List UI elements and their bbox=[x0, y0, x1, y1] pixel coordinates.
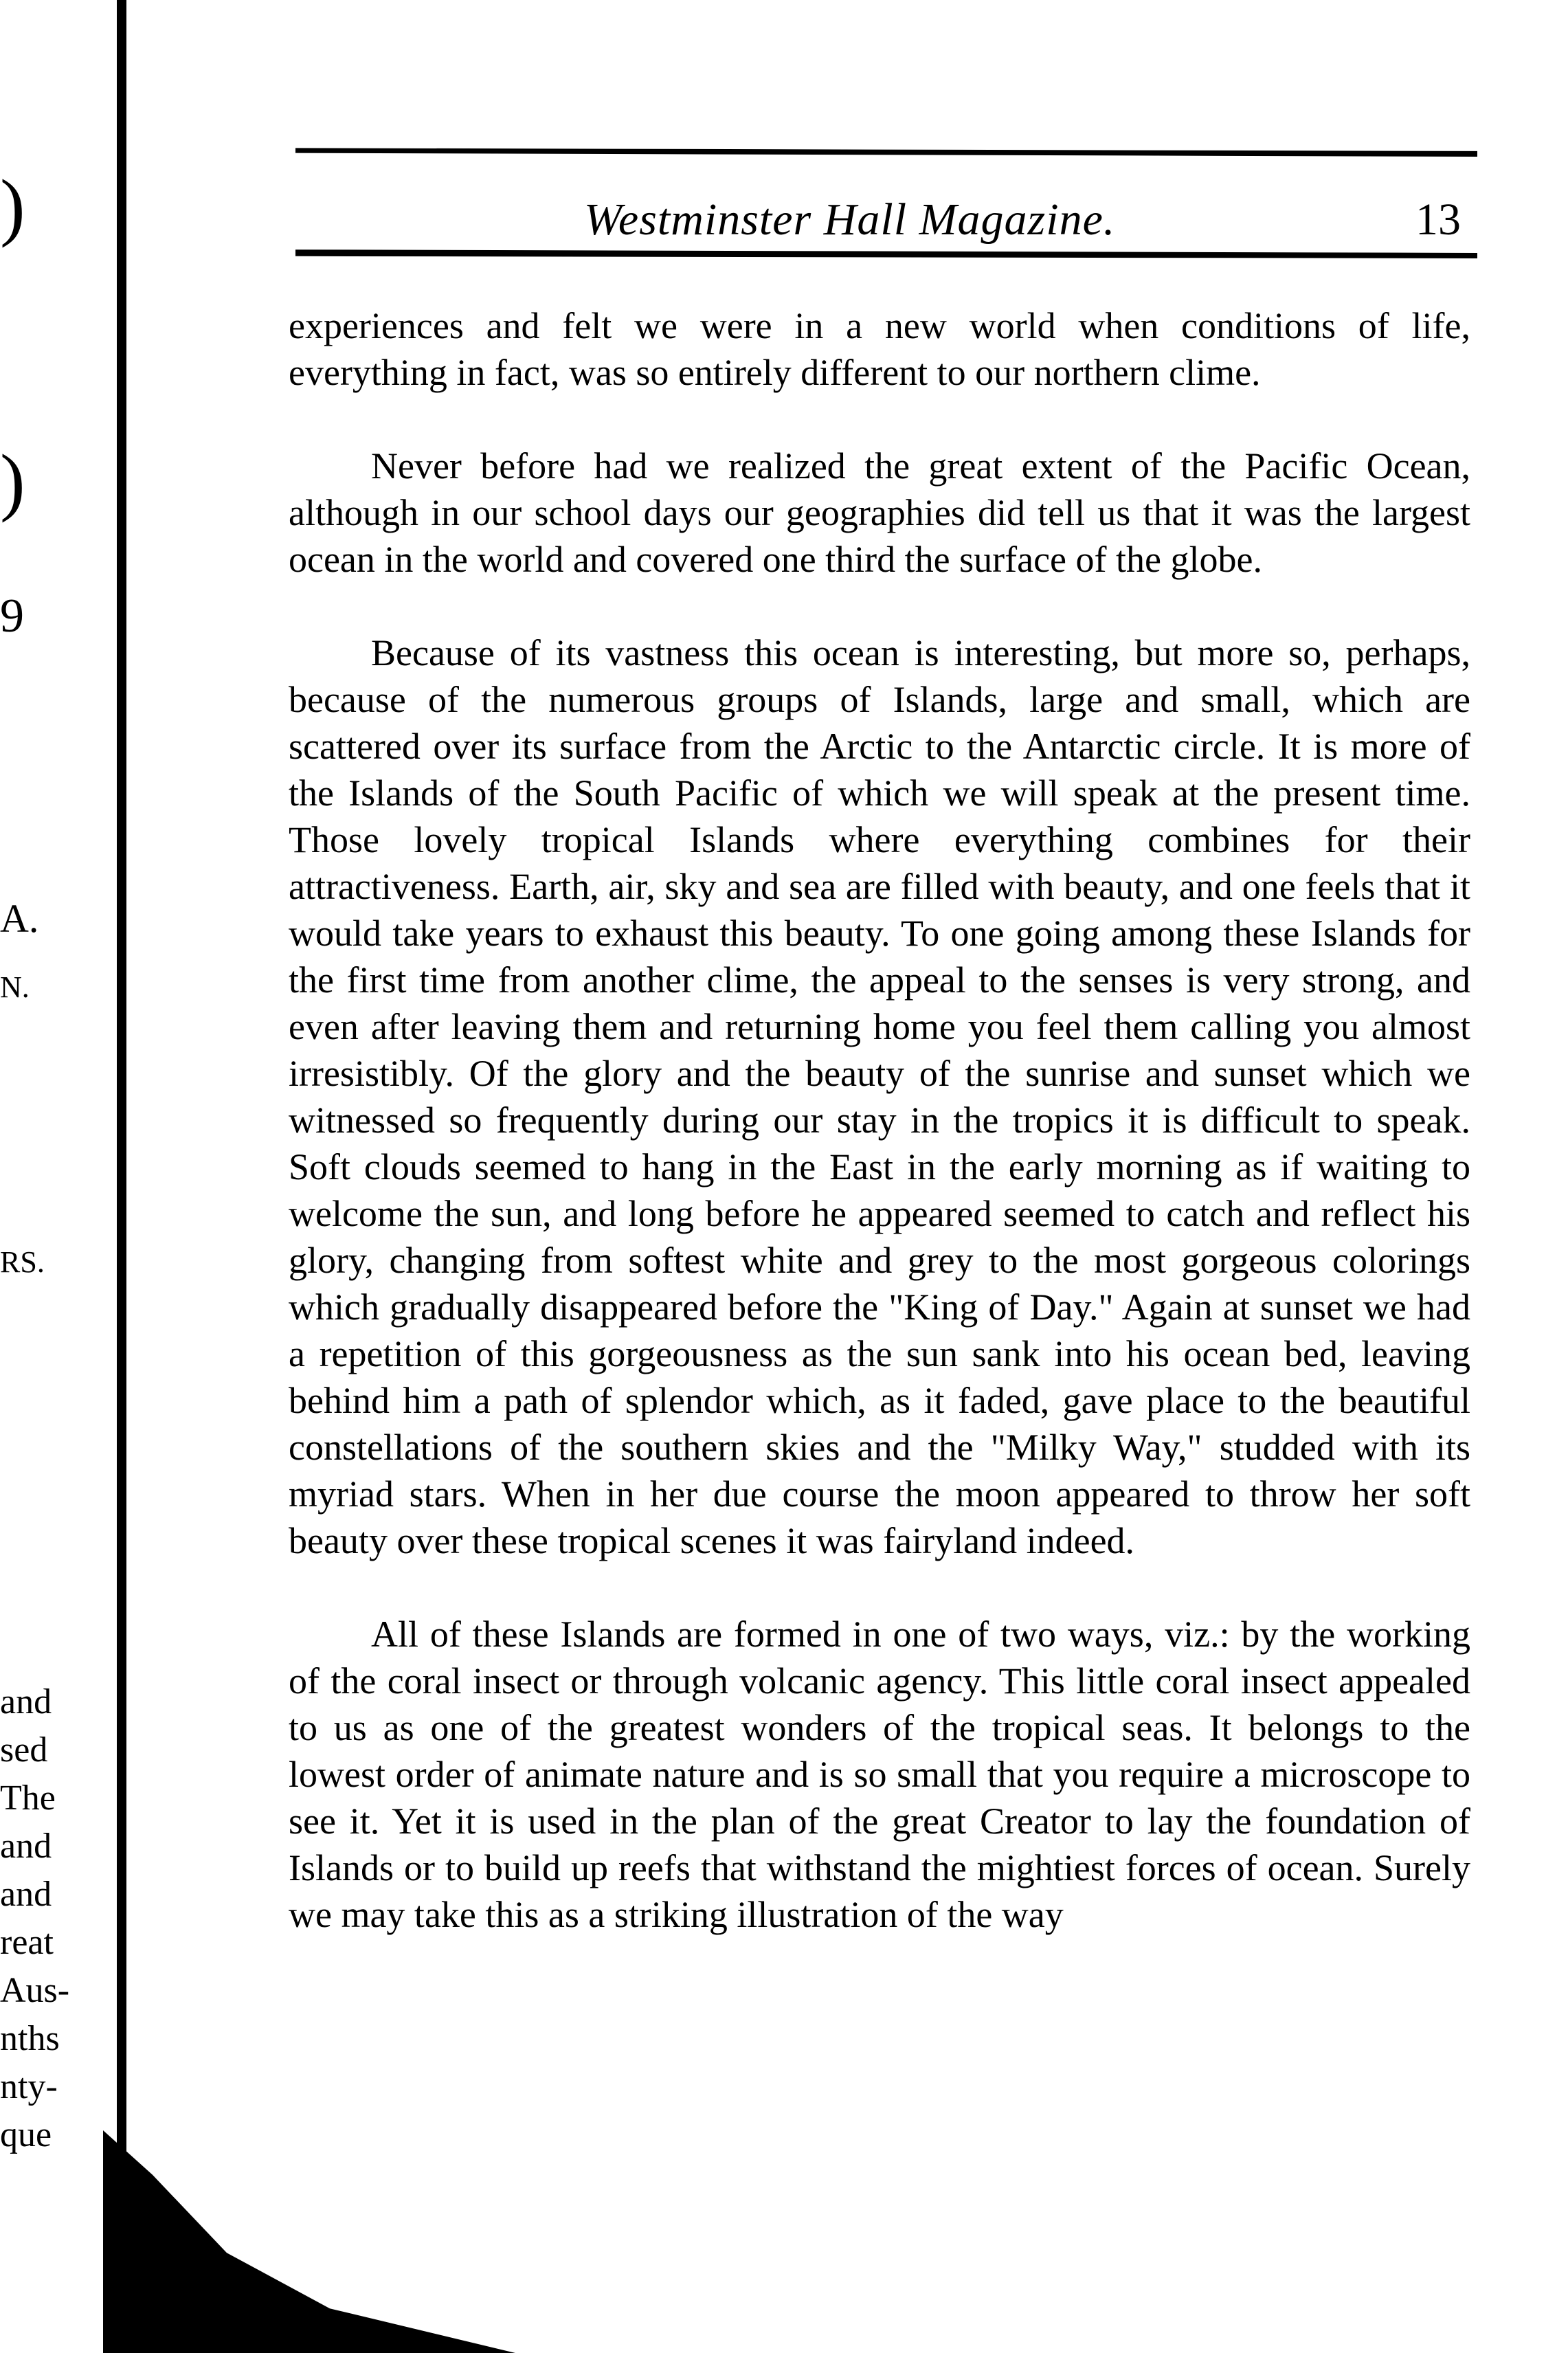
paragraph: experiences and felt we were in a new world when conditions of life, everything in fact, was so entirely different to our northern clime. bbox=[289, 305, 1470, 393]
page-number: 13 bbox=[1415, 194, 1461, 245]
facing-fragment: N. bbox=[0, 970, 30, 1004]
facing-fragment: Aus- bbox=[0, 1971, 70, 2010]
facing-fragment: sed bbox=[0, 1730, 48, 1770]
facing-fragment: nths bbox=[0, 2019, 60, 2058]
facing-fragment: The bbox=[0, 1778, 56, 1818]
page-curl-shadow bbox=[103, 2130, 515, 2353]
header-rule-top bbox=[295, 144, 1477, 157]
binding-edge bbox=[117, 0, 126, 2353]
facing-fragment: que bbox=[0, 2115, 52, 2154]
facing-fragment: and bbox=[0, 1682, 52, 1721]
facing-fragment: 9 bbox=[0, 590, 24, 643]
facing-fragment: RS. bbox=[0, 1245, 45, 1279]
paragraph: Because of its vastness this ocean is interesting, but more so, perhaps, because of the numerous groups of Islands, large and small, which are scattered over its surface from the Arctic to the Antarctic circle. It is more of the Islands of the South Pacific of which we will speak at the present time. Those lovely tropical Islands where everything combines for their attractiveness. Earth, air, sky and sea are filled with beauty, and one feels that it would take years to exhaust this beauty. To one going among these Islands for the first time from another clime, the appeal to the senses is very strong, and even after leaving them and returning home you feel them calling you almost irresistibly. Of the glory and the beauty of the sunrise and sunset which we witnessed so frequently during our stay in the tropics it is difficult to speak. Soft clouds seemed to hang in the East in the early morning as if waiting to welcome the sun, and long before he appeared seemed to catch and reflect his glory, changing from softest white and grey to the most gorgeous colorings which gradually disappeared before the "King of Day." Again at sunset we had a repetition of this gorgeousness as the sun sank into his ocean bed, leaving behind him a path of splendor which, as it faded, gave place to the beautiful constellations of the southern skies and the "Milky Way," studded with its myriad stars. When in her due course the moon appeared to throw her soft beauty over these tropical scenes it was fairyland indeed. bbox=[289, 632, 1470, 1561]
facing-fragment: A. bbox=[0, 896, 39, 941]
header-rule-bottom bbox=[295, 247, 1477, 258]
article-body bbox=[289, 302, 1470, 1985]
facing-fragment: ) bbox=[0, 439, 25, 523]
paragraph: All of these Islands are formed in one of two ways, viz.: by the working of the coral insect or through volcanic agency. This little coral insect appealed to us as one of the greatest wonders of the tropical seas. It belongs to the lowest order of animate nature and is so small that you require a microscope to see it. Yet it is used in the plan of the great Creator to lay the foundation of Islands or to build up reefs that withstand the mightiest forces of ocean. Surely we may take this as a striking illustration of the way bbox=[289, 1614, 1470, 1935]
paragraph: Never before had we realized the great extent of the Pacific Ocean, although in our school days our geographies did tell us that it was the largest ocean in the world and covered one third the surface of the globe. bbox=[289, 445, 1470, 580]
facing-fragment: nty- bbox=[0, 2067, 58, 2106]
facing-fragment: reat bbox=[0, 1923, 54, 1962]
running-header-title: Westminster Hall Magazine. bbox=[584, 194, 1116, 245]
facing-fragment: and bbox=[0, 1827, 52, 1866]
facing-fragment: ) bbox=[0, 164, 25, 248]
facing-fragment: and bbox=[0, 1875, 52, 1914]
